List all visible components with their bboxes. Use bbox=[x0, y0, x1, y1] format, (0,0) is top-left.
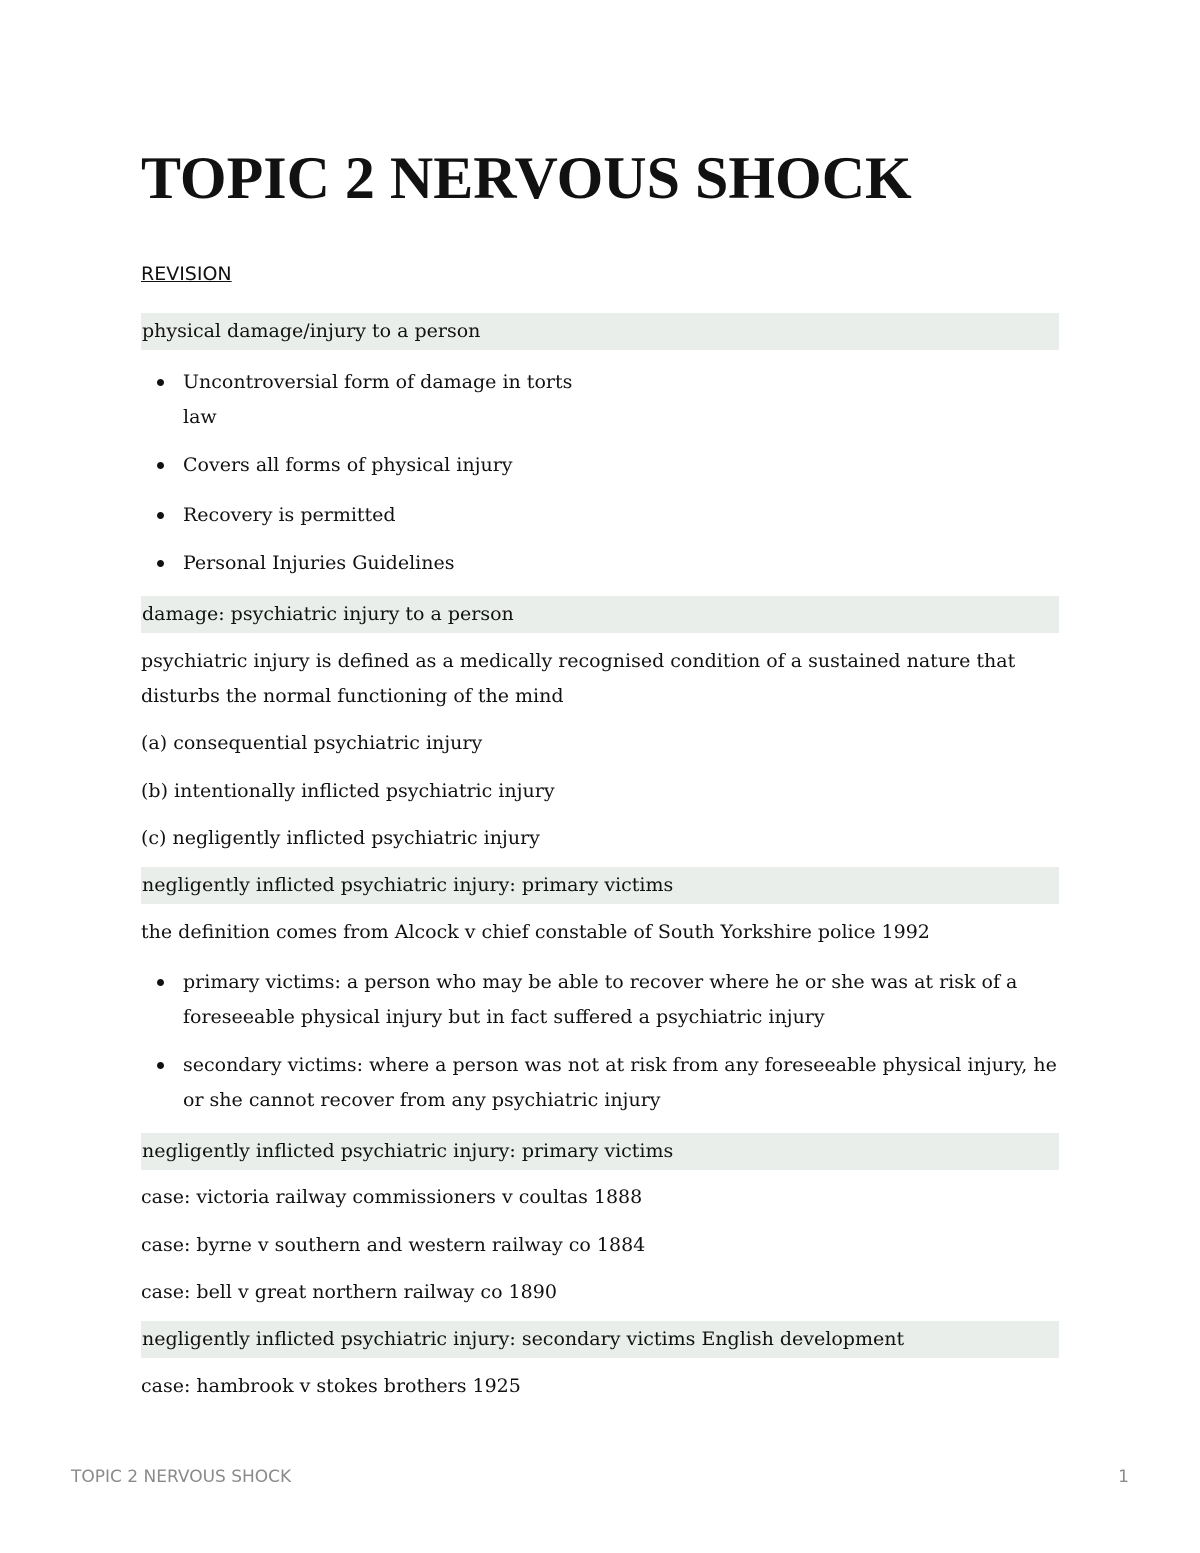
bullet-icon bbox=[157, 1062, 164, 1069]
case-item: case: hambrook v stokes brothers 1925 bbox=[141, 1375, 521, 1397]
definition-intro: the definition comes from Alcock v chief constable of South Yorkshire police 1992 bbox=[141, 921, 930, 943]
list-item: Uncontroversial form of damage in torts law bbox=[141, 365, 1059, 435]
bullet-icon bbox=[157, 512, 164, 519]
list-item: (b) intentionally inflicted psychiatric injury bbox=[141, 780, 555, 802]
bullet-icon bbox=[157, 379, 164, 386]
section-heading-secondary-victims: negligently inflicted psychiatric injury: secondary victims English development bbox=[141, 1321, 1059, 1358]
bullet-icon bbox=[157, 560, 164, 567]
list-item: secondary victims: where a person was not at risk from any foreseeable physical injury, he or she cannot recover from any psychiatric injury bbox=[141, 1048, 1059, 1118]
case-item: case: bell v great northern railway co 1890 bbox=[141, 1281, 557, 1303]
list-item: (c) negligently inflicted psychiatric injury bbox=[141, 827, 540, 849]
footer-title: TOPIC 2 NERVOUS SHOCK bbox=[71, 1467, 292, 1487]
list-item: Covers all forms of physical injury bbox=[141, 448, 1059, 483]
list-item: Personal Injuries Guidelines bbox=[141, 546, 1059, 581]
list-item: (a) consequential psychiatric injury bbox=[141, 732, 483, 754]
document-title: TOPIC 2 NERVOUS SHOCK bbox=[141, 145, 912, 211]
section-heading-physical: physical damage/injury to a person bbox=[141, 313, 1059, 350]
definition-paragraph: psychiatric injury is defined as a medically recognised condition of a sustained nature that disturbs the normal functioning of the mind bbox=[141, 650, 1016, 707]
case-item: case: victoria railway commissioners v coultas 1888 bbox=[141, 1186, 643, 1208]
section-heading-psychiatric: damage: psychiatric injury to a person bbox=[141, 596, 1059, 633]
revision-label: REVISION bbox=[141, 263, 232, 285]
section-heading-primary-victims-cases: negligently inflicted psychiatric injury: primary victims bbox=[141, 1133, 1059, 1170]
section-heading-primary-victims: negligently inflicted psychiatric injury: primary victims bbox=[141, 867, 1059, 904]
page-number: 1 bbox=[1118, 1467, 1129, 1487]
list-item: Recovery is permitted bbox=[141, 498, 1059, 533]
bullet-icon bbox=[157, 979, 164, 986]
bullet-icon bbox=[157, 462, 164, 469]
list-item: primary victims: a person who may be able to recover where he or she was at risk of a foreseeable physical injury but in fact suffered a psychiatric injury bbox=[141, 965, 1059, 1035]
case-item: case: byrne v southern and western railway co 1884 bbox=[141, 1234, 646, 1256]
